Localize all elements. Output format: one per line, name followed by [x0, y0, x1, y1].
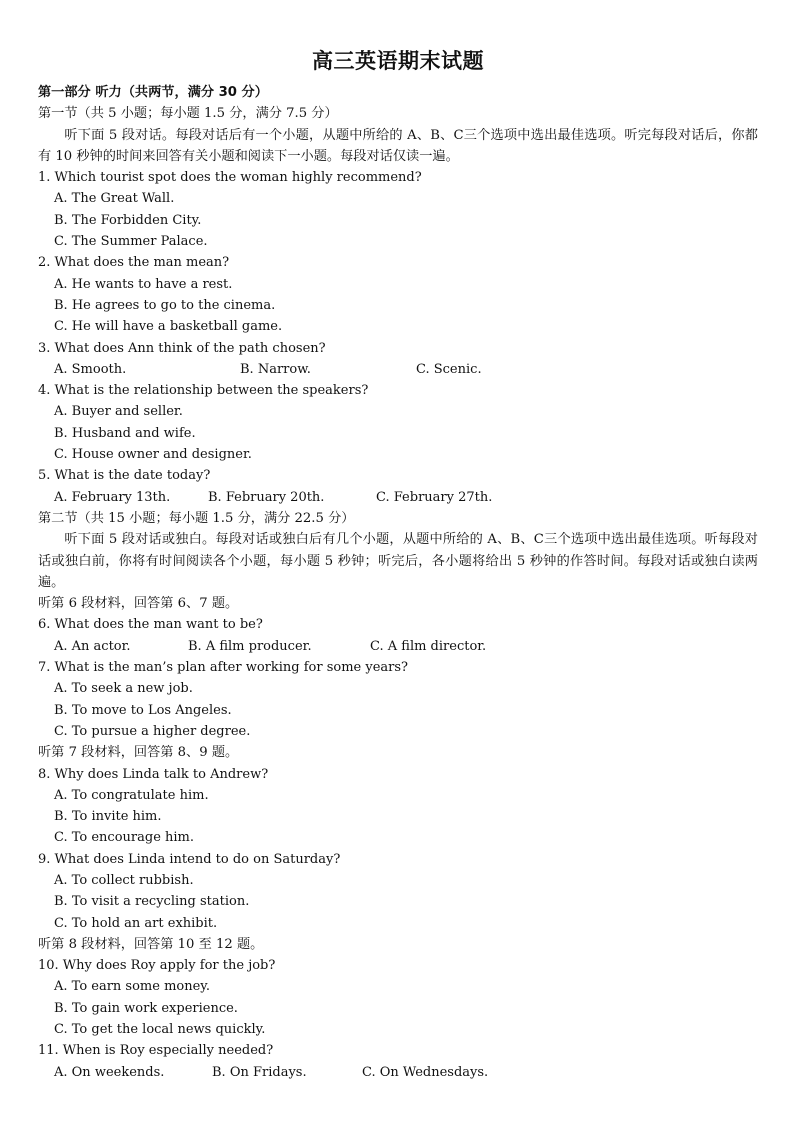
option-b: B. To gain work experience. [54, 1000, 238, 1016]
option-c: C. To hold an art exhibit. [54, 915, 218, 931]
section1-heading: 第一节（共 5 小题；每小题 1.5 分，满分 7.5 分） [38, 106, 338, 122]
question-2: 2. What does the man mean? [38, 255, 230, 271]
section2-instruction: 听下面 5 段对话或独白。每段对话或独白后有几个小题，从题中所给的 A、B、C三个选项中选出最佳选项。听每段对话或独白前，你将有时间阅读各个小题，每小题 5 秒钟；听完后，各小题将给出 5 秒钟的作答时间。每段对话或独白读两遍。 [38, 532, 758, 590]
option-c: C. The Summer Palace. [54, 234, 208, 250]
option-a: A. Smooth. [54, 361, 127, 377]
option-c: C. To pursue a higher degree. [54, 723, 251, 739]
option-b: B. The Forbidden City. [54, 212, 202, 228]
option-c: C. Scenic. [416, 361, 482, 377]
option-a: A. To earn some money. [54, 979, 211, 995]
option-a: A. February 13th. [54, 489, 171, 505]
option-a: A. An actor. [54, 638, 131, 654]
options-row [38, 359, 758, 380]
option-a: A. To collect rubbish. [54, 872, 194, 888]
question-8: 8. Why does Linda talk to Andrew? [38, 766, 269, 782]
option-b: B. February 20th. [208, 489, 325, 505]
option-c: C. To encourage him. [54, 830, 195, 846]
part1-heading: 第一部分 听力（共两节，满分 30 分） [38, 85, 268, 100]
page-title: 高三英语期末试题 [312, 49, 484, 73]
question-11: 11. When is Roy especially needed? [38, 1043, 274, 1059]
option-b: B. On Fridays. [212, 1064, 307, 1080]
option-c: C. House owner and designer. [54, 447, 252, 463]
option-c: C. He will have a basketball game. [54, 319, 283, 335]
question-9: 9. What does Linda intend to do on Saturday? [38, 851, 341, 867]
option-c: C. February 27th. [376, 489, 493, 505]
question-6: 6. What does the man want to be? [38, 617, 263, 633]
option-a: A. The Great Wall. [54, 191, 175, 207]
group-heading-6: 听第 6 段材料，回答第 6、7 题。 [38, 596, 239, 612]
option-a: A. To congratulate him. [54, 787, 209, 803]
option-c: C. A film director. [370, 638, 487, 654]
question-7: 7. What is the man’s plan after working for some years? [38, 660, 409, 676]
question-1: 1. Which tourist spot does the woman highly recommend? [38, 170, 422, 186]
option-c: C. On Wednesdays. [362, 1064, 489, 1080]
option-a: A. He wants to have a rest. [54, 276, 233, 292]
option-b: B. A film producer. [188, 638, 312, 654]
option-b: B. To invite him. [54, 809, 162, 825]
option-a: A. On weekends. [54, 1064, 165, 1080]
section2-heading: 第二节（共 15 小题；每小题 1.5 分，满分 22.5 分） [38, 510, 355, 526]
option-c: C. To get the local news quickly. [54, 1022, 266, 1038]
exam-page [38, 40, 758, 1083]
question-4: 4. What is the relationship between the speakers? [38, 383, 369, 399]
option-a: A. Buyer and seller. [54, 404, 183, 420]
option-b: B. Husband and wife. [54, 425, 196, 441]
question-10: 10. Why does Roy apply for the job? [38, 958, 276, 974]
group-heading-8: 听第 8 段材料，回答第 10 至 12 题。 [38, 936, 264, 952]
option-b: B. To move to Los Angeles. [54, 702, 232, 718]
question-5: 5. What is the date today? [38, 468, 211, 484]
options-row [38, 1062, 758, 1083]
option-b: B. He agrees to go to the cinema. [54, 297, 276, 313]
question-3: 3. What does Ann think of the path chosen? [38, 340, 326, 356]
options-row [38, 636, 758, 657]
section1-instruction: 听下面 5 段对话。每段对话后有一个小题，从题中所给的 A、B、C三个选项中选出最佳选项。听完每段对话后，你都有 10 秒钟的时间来回答有关小题和阅读下一小题。每段对话仅读一遍。 [38, 127, 758, 164]
option-a: A. To seek a new job. [54, 681, 193, 697]
option-b: B. To visit a recycling station. [54, 894, 250, 910]
option-b: B. Narrow. [240, 361, 311, 377]
group-heading-7: 听第 7 段材料，回答第 8、9 题。 [38, 745, 239, 761]
options-row [38, 487, 758, 508]
